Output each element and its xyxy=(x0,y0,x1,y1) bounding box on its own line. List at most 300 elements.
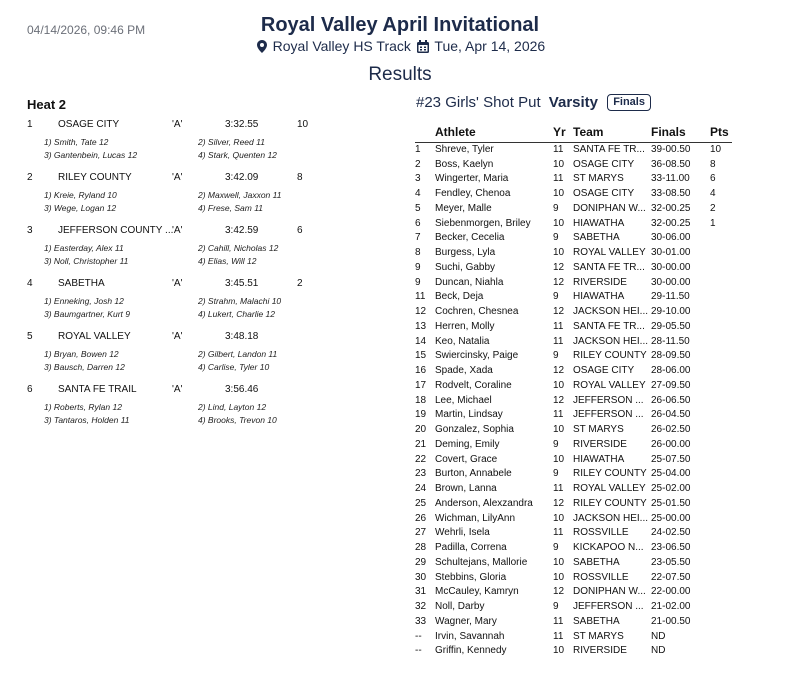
result-athlete: Duncan, Niahla xyxy=(435,276,504,288)
result-points xyxy=(710,511,732,526)
relay-team: SANTA FE TRAIL xyxy=(58,384,137,395)
result-mark: 32-00.25 xyxy=(651,217,691,229)
result-year: 11 xyxy=(553,527,564,539)
relay-leg: 3) Wege, Logan 12 xyxy=(44,203,117,213)
relay-entry xyxy=(27,384,327,437)
result-team: ROYAL VALLEY xyxy=(573,483,646,495)
table-row xyxy=(415,526,732,541)
result-points xyxy=(710,644,732,659)
table-row xyxy=(415,319,732,334)
result-year: 9 xyxy=(553,291,559,303)
result-points xyxy=(710,467,732,482)
result-points xyxy=(710,585,732,600)
meet-info xyxy=(0,38,800,56)
result-mark: 30-00.00 xyxy=(651,261,691,273)
table-row xyxy=(415,216,732,231)
result-place: 11 xyxy=(415,291,426,303)
result-mark: 22-07.50 xyxy=(651,571,691,583)
relay-team: SABETHA xyxy=(58,278,105,289)
table-row xyxy=(415,201,732,216)
result-mark: 28-09.50 xyxy=(651,350,691,362)
meet-title: Royal Valley April Invitational xyxy=(260,14,540,36)
relay-leg: 1) Easterday, Alex 11 xyxy=(44,243,124,253)
result-points xyxy=(710,363,732,378)
result-athlete: Wichman, LilyAnn xyxy=(435,512,516,524)
result-athlete: Burgess, Lyla xyxy=(435,247,496,259)
map-pin-icon xyxy=(257,40,267,56)
result-points xyxy=(710,408,732,423)
table-row xyxy=(415,496,732,511)
result-team: OSAGE CITY xyxy=(573,188,635,200)
relay-entry xyxy=(27,331,327,384)
table-row xyxy=(415,363,732,378)
result-athlete: Gonzalez, Sophia xyxy=(435,424,514,436)
result-year: 9 xyxy=(553,202,559,214)
result-mark: ND xyxy=(651,645,666,657)
result-year: 11 xyxy=(553,173,564,185)
relay-leg: 3) Bausch, Darren 12 xyxy=(44,362,125,372)
relay-letter: 'A' xyxy=(172,384,183,395)
result-athlete: Anderson, Alexzandra xyxy=(435,497,533,509)
result-mark: 25-00.00 xyxy=(651,512,691,524)
event-number: #23 xyxy=(416,94,442,111)
result-points xyxy=(710,304,732,319)
relay-leg: 4) Carlise, Tyler 10 xyxy=(198,362,270,372)
result-mark: 23-05.50 xyxy=(651,556,691,568)
result-year: 11 xyxy=(553,409,564,421)
event-header xyxy=(416,94,651,111)
result-mark: 30-06.00 xyxy=(651,232,691,244)
result-mark: 25-02.00 xyxy=(651,483,691,495)
result-team: SANTA FE TR... xyxy=(573,261,645,273)
results-table xyxy=(415,122,732,658)
result-year: 11 xyxy=(553,335,564,347)
relay-place: 4 xyxy=(27,278,33,289)
col-year: Yr xyxy=(553,124,566,139)
result-points: 4 xyxy=(710,188,716,200)
relay-place: 2 xyxy=(27,172,33,183)
table-row xyxy=(415,614,732,629)
result-athlete: Cochren, Chesnea xyxy=(435,306,519,318)
relay-letter: 'A' xyxy=(172,172,183,183)
col-finals: Finals xyxy=(651,124,686,139)
result-team: JACKSON HEI... xyxy=(573,335,649,347)
result-place: 18 xyxy=(415,394,427,406)
result-athlete: Deming, Emily xyxy=(435,438,500,450)
result-athlete: Rodvelt, Coraline xyxy=(435,379,512,391)
relay-team: JEFFERSON COUNTY ... xyxy=(58,225,174,236)
event-gender: Girls' xyxy=(445,94,479,111)
result-place: 30 xyxy=(415,571,427,583)
result-team: RIVERSIDE xyxy=(573,438,627,450)
result-points: 8 xyxy=(710,158,716,170)
result-athlete: Noll, Darby xyxy=(435,601,485,613)
result-athlete: Beck, Deja xyxy=(435,291,484,303)
result-team: ST MARYS xyxy=(573,630,624,642)
result-points: 2 xyxy=(710,202,716,214)
table-row xyxy=(415,408,732,423)
result-place: 23 xyxy=(415,468,427,480)
result-year: 12 xyxy=(553,276,565,288)
results-heading: Results xyxy=(368,64,432,85)
relay-letter: 'A' xyxy=(172,119,183,130)
table-row xyxy=(415,511,732,526)
result-year: 10 xyxy=(553,453,565,465)
result-place: 17 xyxy=(415,379,427,391)
table-row xyxy=(415,157,732,172)
table-row xyxy=(415,290,732,305)
result-year: 10 xyxy=(553,512,565,524)
result-place: 7 xyxy=(415,232,421,244)
result-year: 12 xyxy=(553,394,565,406)
relay-place: 3 xyxy=(27,225,33,236)
result-year: 10 xyxy=(553,645,565,657)
result-year: 11 xyxy=(553,630,564,642)
result-place: 25 xyxy=(415,497,427,509)
result-mark: 27-09.50 xyxy=(651,379,691,391)
result-year: 10 xyxy=(553,424,565,436)
result-mark: 28-06.00 xyxy=(651,365,691,377)
relay-leg: 2) Cahill, Nicholas 12 xyxy=(198,243,279,253)
relay-place: 6 xyxy=(27,384,33,395)
result-place: 12 xyxy=(415,306,427,318)
result-mark: 30-01.00 xyxy=(651,247,691,259)
result-place: 3 xyxy=(415,173,421,185)
result-place: 5 xyxy=(415,202,421,214)
relay-points: 6 xyxy=(297,225,303,236)
relay-team: ROYAL VALLEY xyxy=(58,331,131,342)
result-team: SABETHA xyxy=(573,615,620,627)
relay-leg: 2) Gilbert, Landon 11 xyxy=(198,349,278,359)
result-points xyxy=(710,555,732,570)
result-year: 10 xyxy=(553,247,565,259)
result-mark: 33-08.50 xyxy=(651,188,691,200)
result-year: 9 xyxy=(553,438,559,450)
result-athlete: Herren, Molly xyxy=(435,320,495,332)
result-points xyxy=(710,570,732,585)
result-place: 31 xyxy=(415,586,427,598)
result-year: 12 xyxy=(553,497,565,509)
result-team: HIAWATHA xyxy=(573,291,625,303)
finals-badge[interactable]: Finals xyxy=(607,94,651,111)
result-place: -- xyxy=(415,645,422,657)
table-row xyxy=(415,599,732,614)
table-row xyxy=(415,186,732,201)
event-name: Shot Put xyxy=(483,94,541,111)
result-year: 9 xyxy=(553,468,559,480)
result-athlete: Covert, Grace xyxy=(435,453,498,465)
result-year: 12 xyxy=(553,261,565,273)
result-year: 10 xyxy=(553,217,565,229)
table-row xyxy=(415,142,732,157)
relay-entry xyxy=(27,278,327,331)
relay-time: 3:48.18 xyxy=(225,331,259,342)
relay-leg: 4) Lukert, Charlie 12 xyxy=(198,309,276,319)
result-points xyxy=(710,629,732,644)
result-place: 33 xyxy=(415,615,427,627)
meet-date: Tue, Apr 14, 2026 xyxy=(434,38,546,54)
result-place: 16 xyxy=(415,365,427,377)
result-points xyxy=(710,452,732,467)
result-team: ST MARYS xyxy=(573,424,624,436)
relay-leg: 4) Stark, Quenten 12 xyxy=(198,150,277,160)
relay-team: RILEY COUNTY xyxy=(58,172,132,183)
col-place xyxy=(415,122,435,142)
result-place: 2 xyxy=(415,158,421,170)
result-year: 12 xyxy=(553,586,565,598)
result-mark: 22-00.00 xyxy=(651,586,691,598)
result-place: 4 xyxy=(415,188,421,200)
table-row xyxy=(415,629,732,644)
result-mark: 26-06.50 xyxy=(651,394,691,406)
table-row xyxy=(415,555,732,570)
result-place: 21 xyxy=(415,438,427,450)
table-row xyxy=(415,260,732,275)
result-mark: 36-08.50 xyxy=(651,158,691,170)
result-team: ROSSVILLE xyxy=(573,571,629,583)
result-place: 9 xyxy=(415,276,421,288)
result-team: ROYAL VALLEY xyxy=(573,247,646,259)
relay-entry xyxy=(27,172,327,225)
result-athlete: Irvin, Savannah xyxy=(435,630,505,642)
result-athlete: Siebenmorgen, Briley xyxy=(435,217,531,229)
relay-leg: 3) Tantaros, Holden 11 xyxy=(44,415,130,425)
result-place: 27 xyxy=(415,527,427,539)
result-athlete: Swiercinsky, Paige xyxy=(435,350,519,362)
relay-leg: 1) Roberts, Rylan 12 xyxy=(44,402,122,412)
result-year: 11 xyxy=(553,483,564,495)
table-row xyxy=(415,304,732,319)
result-place: 9 xyxy=(415,261,421,273)
result-year: 12 xyxy=(553,365,565,377)
result-points xyxy=(710,599,732,614)
table-row xyxy=(415,644,732,659)
relay-heat xyxy=(27,97,327,437)
result-mark: 33-11.00 xyxy=(651,173,690,185)
result-points: 10 xyxy=(710,144,722,156)
result-team: JEFFERSON ... xyxy=(573,601,644,613)
result-team: OSAGE CITY xyxy=(573,365,635,377)
calendar-icon xyxy=(417,40,429,56)
relay-time: 3:45.51 xyxy=(225,278,259,289)
result-team: SANTA FE TR... xyxy=(573,144,645,156)
result-year: 12 xyxy=(553,306,565,318)
result-athlete: Boss, Kaelyn xyxy=(435,158,494,170)
result-athlete: Griffin, Kennedy xyxy=(435,645,507,657)
result-team: JACKSON HEI... xyxy=(573,306,649,318)
result-mark: ND xyxy=(651,630,666,642)
result-athlete: Fendley, Chenoa xyxy=(435,188,511,200)
result-mark: 24-02.50 xyxy=(651,527,691,539)
meet-location: Royal Valley HS Track xyxy=(272,38,411,54)
result-points xyxy=(710,245,732,260)
result-team: SABETHA xyxy=(573,556,620,568)
result-mark: 29-10.00 xyxy=(651,306,691,318)
result-points xyxy=(710,393,732,408)
result-place: 28 xyxy=(415,542,427,554)
relay-place: 1 xyxy=(27,119,33,130)
result-athlete: Wingerter, Maria xyxy=(435,173,509,185)
result-mark: 28-11.50 xyxy=(651,335,690,347)
table-row xyxy=(415,585,732,600)
relay-leg: 1) Smith, Tate 12 xyxy=(44,137,109,147)
result-points xyxy=(710,496,732,511)
result-year: 10 xyxy=(553,379,565,391)
results-body xyxy=(415,142,732,658)
result-place: 22 xyxy=(415,453,427,465)
result-team: RIVERSIDE xyxy=(573,645,627,657)
relay-points: 2 xyxy=(297,278,303,289)
result-team: OSAGE CITY xyxy=(573,158,635,170)
result-athlete: Spade, Xada xyxy=(435,365,493,377)
result-mark: 39-00.50 xyxy=(651,144,691,156)
result-place: 19 xyxy=(415,409,427,421)
relay-leg: 1) Kreie, Ryland 10 xyxy=(44,190,117,200)
result-place: -- xyxy=(415,630,422,642)
table-row xyxy=(415,393,732,408)
result-points xyxy=(710,319,732,334)
result-team: ROSSVILLE xyxy=(573,527,629,539)
table-row xyxy=(415,540,732,555)
relay-leg: 4) Elias, Will 12 xyxy=(198,256,257,266)
table-row xyxy=(415,481,732,496)
result-year: 11 xyxy=(553,144,564,156)
col-team: Team xyxy=(573,124,604,139)
table-row xyxy=(415,570,732,585)
result-points: 1 xyxy=(710,217,716,229)
result-athlete: Becker, Cecelia xyxy=(435,232,505,244)
result-year: 9 xyxy=(553,232,559,244)
result-year: 9 xyxy=(553,542,559,554)
table-row xyxy=(415,231,732,246)
result-points xyxy=(710,231,732,246)
result-team: JACKSON HEI... xyxy=(573,512,649,524)
result-place: 29 xyxy=(415,556,427,568)
result-mark: 26-00.00 xyxy=(651,438,691,450)
result-team: HIAWATHA xyxy=(573,217,625,229)
result-mark: 25-04.00 xyxy=(651,468,691,480)
result-athlete: Keo, Natalia xyxy=(435,335,490,347)
result-mark: 21-02.00 xyxy=(651,601,691,613)
table-row xyxy=(415,452,732,467)
result-athlete: McCauley, Kamryn xyxy=(435,586,519,598)
relay-leg: 2) Maxwell, Jaxxon 11 xyxy=(198,190,282,200)
result-athlete: Martin, Lindsay xyxy=(435,409,503,421)
result-year: 10 xyxy=(553,571,565,583)
result-year: 10 xyxy=(553,158,565,170)
result-place: 32 xyxy=(415,601,427,613)
col-athlete: Athlete xyxy=(435,124,476,139)
relay-letter: 'A' xyxy=(172,225,183,236)
result-year: 11 xyxy=(553,320,564,332)
result-year: 9 xyxy=(553,601,559,613)
relay-leg: 3) Noll, Christopher 11 xyxy=(44,256,129,266)
result-place: 13 xyxy=(415,320,427,332)
result-place: 6 xyxy=(415,217,421,229)
result-year: 10 xyxy=(553,188,565,200)
result-year: 10 xyxy=(553,556,565,568)
result-place: 20 xyxy=(415,424,427,436)
table-row xyxy=(415,378,732,393)
relay-points: 8 xyxy=(297,172,303,183)
relay-place: 5 xyxy=(27,331,33,342)
result-athlete: Meyer, Malle xyxy=(435,202,492,214)
result-points xyxy=(710,349,732,364)
result-points xyxy=(710,422,732,437)
table-row xyxy=(415,467,732,482)
relay-list xyxy=(27,119,327,437)
table-row xyxy=(415,275,732,290)
result-team: JEFFERSON ... xyxy=(573,409,644,421)
result-mark: 25-07.50 xyxy=(651,453,691,465)
result-team: KICKAPOO N... xyxy=(573,542,644,554)
result-team: JEFFERSON ... xyxy=(573,394,644,406)
result-athlete: Burton, Annabele xyxy=(435,468,512,480)
result-points xyxy=(710,334,732,349)
result-athlete: Brown, Lanna xyxy=(435,483,497,495)
result-points xyxy=(710,437,732,452)
relay-team: OSAGE CITY xyxy=(58,119,120,130)
result-mark: 25-01.50 xyxy=(651,497,691,509)
result-team: ST MARYS xyxy=(573,173,624,185)
table-row xyxy=(415,437,732,452)
relay-entry xyxy=(27,119,327,172)
result-athlete: Shreve, Tyler xyxy=(435,144,494,156)
table-row xyxy=(415,422,732,437)
relay-time: 3:42.09 xyxy=(225,172,259,183)
result-points xyxy=(710,260,732,275)
result-year: 9 xyxy=(553,350,559,362)
relay-leg: 3) Baumgartner, Kurt 9 xyxy=(44,309,130,319)
table-row xyxy=(415,349,732,364)
result-place: 15 xyxy=(415,350,427,362)
relay-letter: 'A' xyxy=(172,278,183,289)
result-mark: 23-06.50 xyxy=(651,542,691,554)
result-team: SANTA FE TR... xyxy=(573,320,645,332)
table-row xyxy=(415,334,732,349)
result-year: 11 xyxy=(553,615,564,627)
relay-leg: 2) Lind, Layton 12 xyxy=(198,402,267,412)
relay-letter: 'A' xyxy=(172,331,183,342)
result-team: SABETHA xyxy=(573,232,620,244)
table-row xyxy=(415,172,732,187)
relay-leg: 4) Frese, Sam 11 xyxy=(198,203,264,213)
result-team: RILEY COUNTY xyxy=(573,350,647,362)
result-mark: 26-04.50 xyxy=(651,409,691,421)
result-place: 8 xyxy=(415,247,421,259)
print-timestamp: 04/14/2026, 09:46 PM xyxy=(27,23,146,37)
result-athlete: Stebbins, Gloria xyxy=(435,571,507,583)
result-place: 14 xyxy=(415,335,427,347)
result-points xyxy=(710,275,732,290)
table-row xyxy=(415,245,732,260)
result-points xyxy=(710,526,732,541)
relay-leg: 2) Strahm, Malachi 10 xyxy=(198,296,282,306)
relay-leg: 1) Bryan, Bowen 12 xyxy=(44,349,119,359)
result-points xyxy=(710,481,732,496)
result-points xyxy=(710,378,732,393)
result-athlete: Wehrli, Isela xyxy=(435,527,490,539)
result-athlete: Wagner, Mary xyxy=(435,615,497,627)
result-team: HIAWATHA xyxy=(573,453,625,465)
relay-leg: 4) Brooks, Trevon 10 xyxy=(198,415,277,425)
relay-time: 3:32.55 xyxy=(225,119,259,130)
heat-title: Heat 2 xyxy=(27,97,67,112)
result-athlete: Schultejans, Mallorie xyxy=(435,556,528,568)
relay-leg: 2) Silver, Reed 11 xyxy=(198,137,265,147)
result-place: 1 xyxy=(415,144,421,156)
result-points xyxy=(710,290,732,305)
